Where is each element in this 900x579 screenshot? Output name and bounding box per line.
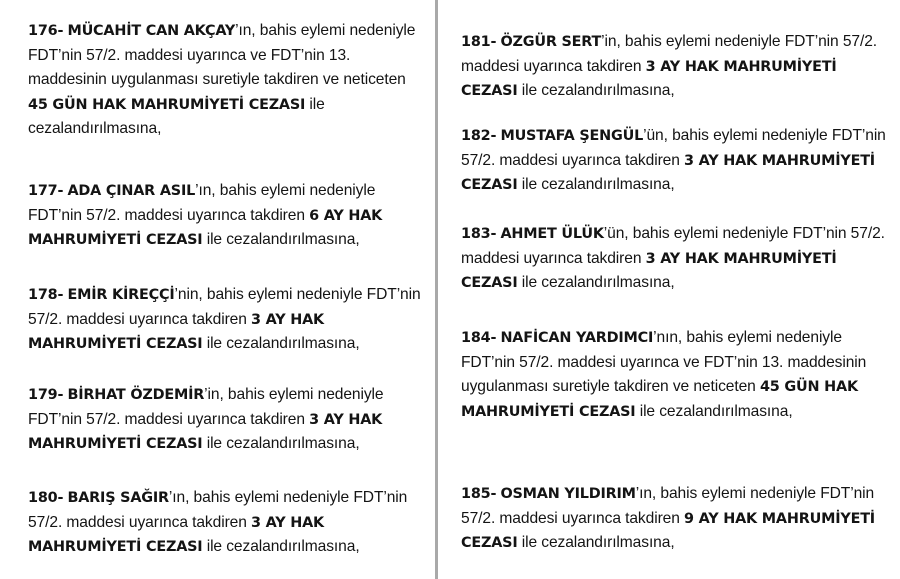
entry-penalty: 3 AY HAK MAHRUMİYETİ CEZASI <box>461 58 837 99</box>
entry-penalty: 45 GÜN HAK MAHRUMİYETİ CEZASI <box>461 379 858 420</box>
entry-text: ’nin, bahis eylemi nedeniyle FDT’nin 57/2. maddesi uyarınca takdiren <box>28 286 421 328</box>
entry-name: AHMET ÜLÜK <box>500 226 604 242</box>
decision-entry <box>28 19 423 142</box>
entry-text: ’in, bahis eylemi nedeniyle FDT’nin 57/2. maddesi uyarınca takdiren <box>28 386 384 428</box>
entry-penalty: 3 AY HAK MAHRUMİYETİ CEZASI <box>28 411 383 452</box>
entry-penalty: 6 AY HAK MAHRUMİYETİ CEZASI <box>28 207 383 248</box>
decision-entry <box>28 283 423 357</box>
decision-entry <box>461 222 891 296</box>
entry-text: ’ün, bahis eylemi nedeniyle FDT’nin 57/2. maddesi uyarınca takdiren <box>461 225 885 267</box>
entry-text-end: ile cezalandırılmasına, <box>28 95 325 137</box>
entry-number: 184- <box>461 330 497 346</box>
entry-name: OSMAN YILDIRIM <box>500 486 636 502</box>
left-column <box>28 0 423 579</box>
entry-name: EMİR KİREÇÇİ <box>67 287 175 303</box>
entry-name: NAFİCAN YARDIMCI <box>500 330 654 346</box>
entry-name: BARIŞ SAĞIR <box>67 490 169 506</box>
column-divider <box>435 0 438 579</box>
decision-entry <box>28 383 423 457</box>
entry-text-end: ile cezalandırılmasına, <box>517 274 675 291</box>
right-column <box>461 0 891 579</box>
entry-penalty: 45 GÜN HAK MAHRUMİYETİ CEZASI <box>28 96 306 113</box>
entry-number: 182- <box>461 128 497 144</box>
decision-entry <box>28 486 423 560</box>
entry-name: BİRHAT ÖZDEMİR <box>67 387 205 403</box>
entry-text-end: ile cezalandırılmasına, <box>517 82 675 99</box>
entry-number: 179- <box>28 387 64 403</box>
decision-entry <box>461 482 891 556</box>
entry-penalty: 3 AY HAK MAHRUMİYETİ CEZASI <box>28 514 324 555</box>
entry-penalty: 3 AY HAK MAHRUMİYETİ CEZASI <box>28 311 324 352</box>
entry-name: MUSTAFA ŞENGÜL <box>500 128 644 144</box>
decision-entry <box>28 179 423 253</box>
entry-text: ’ın, bahis eylemi nedeniyle FDT’nin 57/2. maddesi uyarınca takdiren <box>28 182 376 224</box>
entry-text-end: ile cezalandırılmasına, <box>202 538 360 555</box>
entry-number: 185- <box>461 486 497 502</box>
entry-text: ’nın, bahis eylemi nedeniyle FDT’nin 57/2. maddesi uyarınca ve FDT’nin 13. maddesinin uygulanması suretiyle takdiren ve neticeten <box>461 329 867 395</box>
entry-text-end: ile cezalandırılmasına, <box>517 176 675 193</box>
entry-text-end: ile cezalandırılmasına, <box>517 534 675 551</box>
entry-text: ’ın, bahis eylemi nedeniyle FDT’nin 57/2. maddesi uyarınca takdiren <box>461 485 875 527</box>
entry-number: 178- <box>28 287 64 303</box>
entry-number: 181- <box>461 34 497 50</box>
decision-entry <box>461 124 891 198</box>
entry-number: 177- <box>28 183 64 199</box>
decision-entry <box>461 326 891 424</box>
entry-name: ADA ÇINAR ASIL <box>67 183 196 199</box>
entry-number: 180- <box>28 490 64 506</box>
entry-penalty: 9 AY HAK MAHRUMİYETİ CEZASI <box>461 510 875 551</box>
entry-text: ’in, bahis eylemi nedeniyle FDT’nin 57/2. maddesi uyarınca takdiren <box>461 33 878 75</box>
decision-entry <box>461 30 891 104</box>
entry-text: ’ın, bahis eylemi nedeniyle FDT’nin 57/2. maddesi uyarınca takdiren <box>28 489 408 531</box>
entry-number: 183- <box>461 226 497 242</box>
entry-text-end: ile cezalandırılmasına, <box>202 231 360 248</box>
entry-text-end: ile cezalandırılmasına, <box>202 335 360 352</box>
entry-name: MÜCAHİT CAN AKÇAY <box>67 23 236 39</box>
entry-text: ’ın, bahis eylemi nedeniyle FDT’nin 57/2. maddesi uyarınca ve FDT’nin 13. maddesinin uygulanması suretiyle takdiren ve neticeten <box>28 22 416 88</box>
entry-penalty: 3 AY HAK MAHRUMİYETİ CEZASI <box>461 152 875 193</box>
entry-penalty: 3 AY HAK MAHRUMİYETİ CEZASI <box>461 250 837 291</box>
entry-text: ’ün, bahis eylemi nedeniyle FDT’nin 57/2. maddesi uyarınca takdiren <box>461 127 886 169</box>
entry-number: 176- <box>28 23 64 39</box>
entry-text-end: ile cezalandırılmasına, <box>202 435 360 452</box>
entry-name: ÖZGÜR SERT <box>500 34 602 50</box>
entry-text-end: ile cezalandırılmasına, <box>635 402 793 420</box>
